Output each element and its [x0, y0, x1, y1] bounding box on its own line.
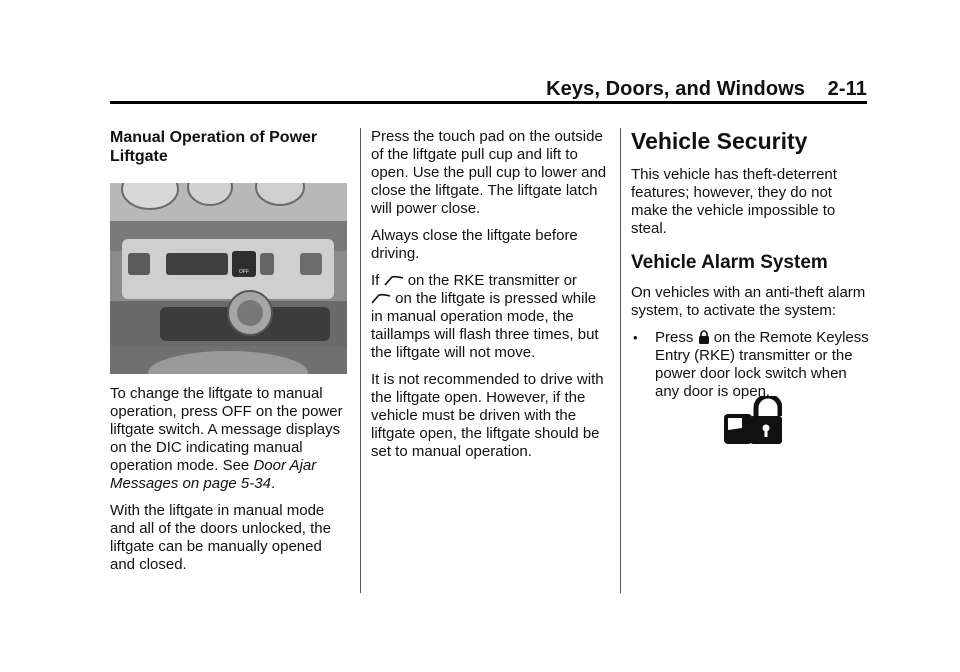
paragraph: Always close the liftgate before driving. [371, 227, 578, 262]
liftgate-icon [371, 293, 391, 305]
liftgate-icon [384, 275, 404, 287]
paragraph: It is not recommended to drive with the liftgate open. However, if the vehicle must be driven with the liftgate open, the liftgate should be set to manual operation. [371, 371, 604, 460]
paragraph-text: If [371, 272, 380, 289]
paragraph: This vehicle has theft-deterrent features; however, they do not make the vehicle impossible to steal. [631, 166, 837, 237]
bullet-text [655, 329, 871, 401]
paragraph: With the liftgate in manual mode and all of the doors unlocked, the liftgate can be manually opened and closed. [110, 502, 331, 573]
paragraph: On vehicles with an anti-theft alarm system, to activate the system: [631, 284, 866, 319]
cross-reference-link[interactable]: Door Ajar Messages on page 5-34 [110, 457, 317, 492]
column-divider [360, 128, 361, 593]
column-2 [371, 128, 607, 470]
column-3 [631, 128, 871, 401]
paragraph: Press the touch pad on the outside of the liftgate pull cup and lift to open. Use the pull cup to lower and close the liftgate. The liftgate latch will power close. [371, 128, 607, 217]
section-heading-alarm-system: Vehicle Alarm System [631, 252, 828, 273]
page-header [110, 76, 867, 104]
paragraph [110, 385, 350, 493]
section-heading-vehicle-security: Vehicle Security [631, 128, 808, 154]
bullet-item [631, 329, 871, 401]
paragraph-text: on the Remote Keyless Entry (RKE) transmitter or the power door lock switch when any door is open. [655, 329, 869, 400]
column-divider [620, 128, 621, 593]
paragraph [371, 272, 607, 362]
bullet-dot: • [633, 330, 638, 345]
paragraph-text: . [270, 475, 276, 492]
liftgate-switch-photo [110, 183, 347, 374]
section-heading-manual-liftgate: Manual Operation of Power Liftgate [110, 129, 318, 165]
paragraph-text: on the RKE transmitter or [407, 272, 577, 289]
header-title: Keys, Doors, and Windows 2-11 [546, 78, 867, 100]
column-1-body [110, 385, 350, 583]
paragraph-text: on the liftgate is pressed while in manual operation mode, the taillamps will flash three times, but the liftgate will not move. [371, 290, 599, 361]
paragraph-text: Press [655, 329, 694, 346]
door-lock-icon [722, 396, 782, 446]
header-rule [110, 101, 867, 104]
photo-off-label: OFF [239, 269, 249, 275]
column-1 [110, 128, 350, 166]
photo-illustration [110, 183, 347, 374]
lock-icon [698, 330, 710, 344]
paragraph-text: To change the liftgate to manual operation, press OFF on the power liftgate switch. A message displays on the DIC indicating manual operation mode. See [110, 385, 343, 474]
